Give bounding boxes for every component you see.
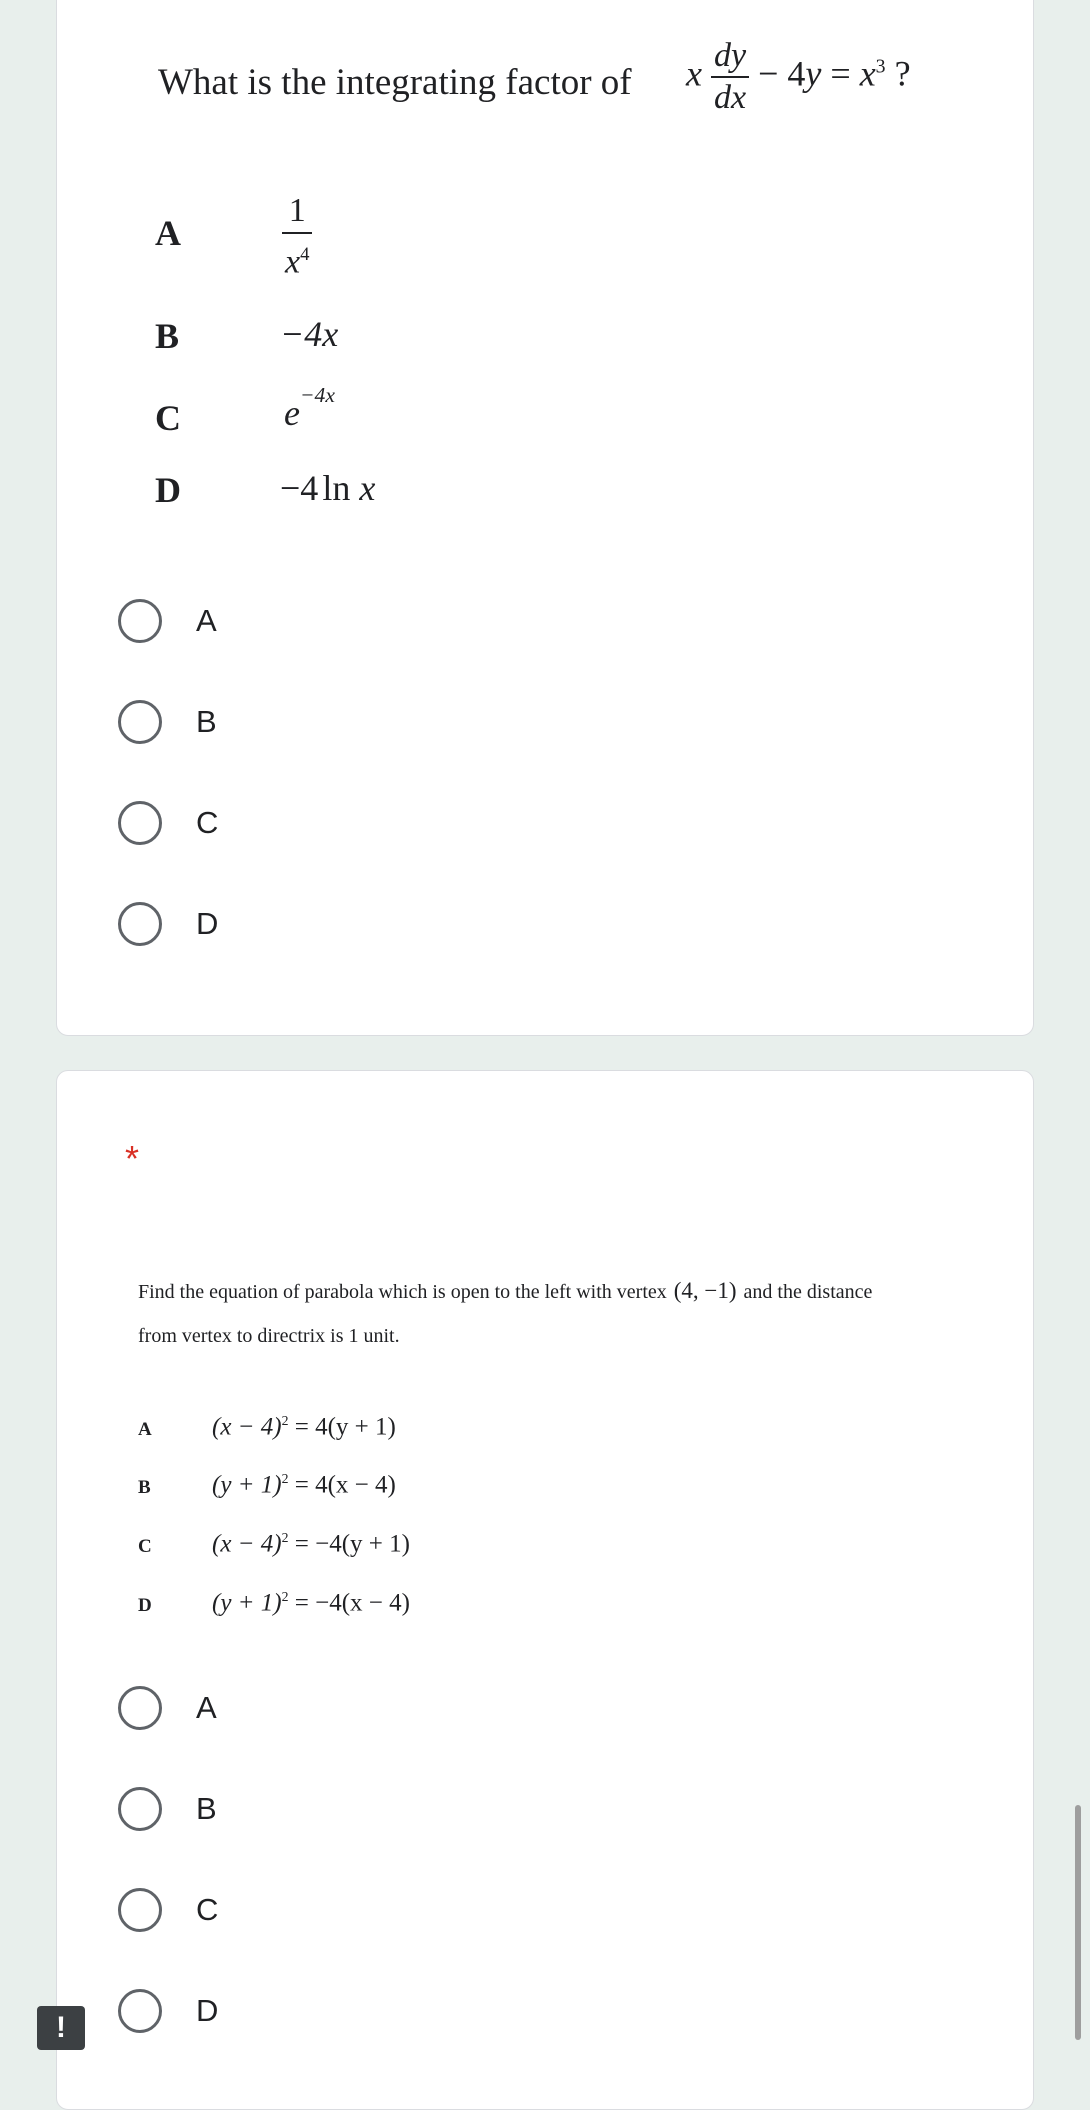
q2-choice-letter-c: C [138, 1536, 152, 1557]
q2-choice-letter-b: B [138, 1477, 151, 1498]
radio-circle[interactable] [118, 801, 162, 845]
q1-choice-expr-b: −4x [280, 314, 339, 354]
q1-choice-letter-d: D [155, 470, 181, 510]
radio-circle[interactable] [118, 1888, 162, 1932]
q1-choice-expr-a: $\frac{1}{x^4}$ [282, 190, 312, 283]
radio-circle[interactable] [118, 902, 162, 946]
question2-prompt-line1: Find the equation of parabola which is open to the left with vertex (4, −1) and the distance [138, 1278, 873, 1303]
question1-prompt: What is the integrating factor of [158, 62, 632, 103]
q1-radio-option-a[interactable] [118, 591, 217, 651]
report-issue-icon[interactable]: ! [37, 2006, 85, 2050]
q2-choice-expr-a: $(x - 4)^2 = 4(y + 1)$ [212, 1413, 396, 1441]
q2-choice-expr-b: $(y + 1)^2 = 4(x - 4)$ [212, 1471, 396, 1499]
q1-choice-expr-d: −4 ln x [280, 468, 376, 508]
q2-radio-option-a[interactable] [118, 1678, 217, 1738]
question1-equation: x $\frac{dy}{dx}$ − $4y = x^3$ ? [686, 37, 911, 116]
q2-radio-option-d[interactable] [118, 1981, 218, 2041]
q1-choice-letter-c: C [155, 398, 181, 438]
q1-choice-letter-b: B [155, 316, 180, 356]
q1-radio-option-d[interactable] [118, 894, 218, 954]
q1-choice-letter-a: A [155, 213, 181, 253]
question-card-1 [56, 0, 1034, 1036]
scrollbar[interactable] [1075, 1805, 1081, 2040]
q2-choice-expr-d: $(y + 1)^2 = -4(x - 4)$ [212, 1589, 410, 1617]
radio-label: B [196, 704, 217, 739]
required-asterisk: * [125, 1138, 140, 1179]
radio-label: C [196, 805, 219, 840]
q2-choice-letter-a: A [138, 1419, 152, 1440]
radio-circle[interactable] [118, 1787, 162, 1831]
radio-label: A [196, 603, 217, 638]
radio-circle[interactable] [118, 599, 162, 643]
radio-label: A [196, 1690, 217, 1725]
question2-prompt-line2: from vertex to directrix is 1 unit. [138, 1325, 400, 1347]
radio-label: D [196, 906, 219, 941]
radio-circle[interactable] [118, 700, 162, 744]
q2-choice-letter-d: D [138, 1595, 152, 1616]
radio-circle[interactable] [118, 1686, 162, 1730]
radio-label: C [196, 1892, 219, 1927]
q1-radio-option-b[interactable] [118, 692, 217, 752]
radio-circle[interactable] [118, 1989, 162, 2033]
q1-choice-expr-c: $e^{-4x}$ [284, 383, 335, 433]
q2-radio-option-c[interactable] [118, 1880, 218, 1940]
q2-radio-option-b[interactable] [118, 1779, 217, 1839]
q2-choice-expr-c: $(x - 4)^2 = -4(y + 1)$ [212, 1530, 410, 1558]
q1-radio-option-c[interactable] [118, 793, 218, 853]
radio-label: B [196, 1791, 217, 1826]
question-card-2 [56, 1070, 1034, 2110]
radio-label: D [196, 1993, 219, 2028]
